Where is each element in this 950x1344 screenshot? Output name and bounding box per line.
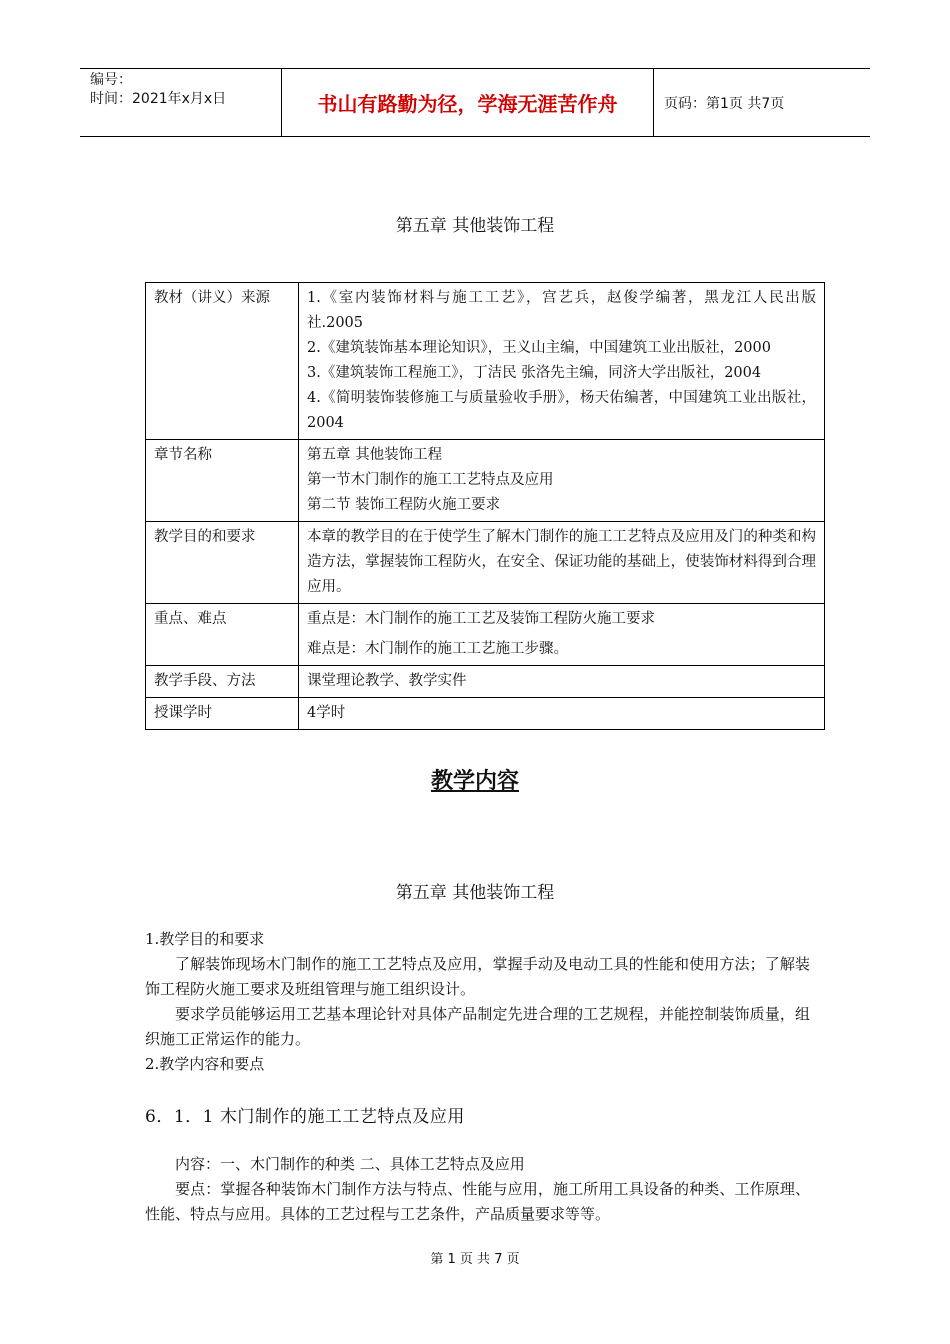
chapter-lines xyxy=(299,440,825,522)
difficult-point: 难点是：木门制作的施工工艺施工步骤。 xyxy=(307,641,568,657)
table-row xyxy=(146,666,825,698)
hours-label: 授课学时 xyxy=(146,698,299,730)
table-row xyxy=(146,522,825,604)
method-text: 课堂理论教学、教学实件 xyxy=(299,666,825,698)
content-line: 内容：一、木门制作的种类 二、具体工艺特点及应用 xyxy=(175,1155,525,1173)
key-label: 重点、难点 xyxy=(146,604,299,666)
paragraph: 了解装饰现场木门制作的施工工艺特点及应用，掌握手动及电动工具的性能和使用方法；了解装饰工程防火施工要求及班组管理与施工组织设计。 xyxy=(145,955,810,998)
chapter-line: 第一节木门制作的施工工艺特点及应用 xyxy=(307,472,554,488)
source-label: 教材（讲义）来源 xyxy=(146,283,299,440)
table-row xyxy=(146,604,825,666)
method-label: 教学手段、方法 xyxy=(146,666,299,698)
goal-label: 教学目的和要求 xyxy=(146,522,299,604)
key-point: 重点是：木门制作的施工工艺及装饰工程防火施工要求 xyxy=(307,611,655,627)
source-item: 4.《简明装饰装修施工与质量验收手册》，杨天佑编著，中国建筑工业出版社，2004 xyxy=(307,390,816,431)
header-meta xyxy=(80,69,281,136)
goal-text: 本章的教学目的在于使学生了解木门制作的施工工艺特点及应用及门的种类和构造方法，掌握装饰工程防火，在安全、保证功能的基础上，使装饰材料得到合理应用。 xyxy=(299,522,825,604)
paragraph: 要求学员能够运用工艺基本理论针对具体产品制定先进合理的工艺规程，并能控制装饰质量，组织施工正常运作的能力。 xyxy=(145,1005,810,1048)
number-label: 编号： xyxy=(90,72,132,88)
course-info-table xyxy=(145,282,825,730)
source-item: 3.《建筑装饰工程施工》，丁洁民 张洛先主编，同济大学出版社，2004 xyxy=(307,365,762,381)
source-item: 1.《室内装饰材料与施工工艺》，宫艺兵，赵俊学编著，黑龙江人民出版社.2005 xyxy=(307,290,816,331)
section-heading: 2.教学内容和要点 xyxy=(145,1055,265,1073)
chapter-title: 第五章 其他装饰工程 xyxy=(395,216,555,236)
page-header xyxy=(80,68,870,137)
time-label: 时间：2021年x月x日 xyxy=(90,91,227,107)
hours-text: 4学时 xyxy=(299,698,825,730)
points-line: 要点：掌握各种装饰木门制作方法与特点、性能与应用，施工所用工具设备的种类、工作原理、性能、特点与应用。具体的工艺过程与工艺条件，产品质量要求等等。 xyxy=(145,1180,810,1223)
chapter-title-2: 第五章 其他装饰工程 xyxy=(395,883,555,903)
chapter-label: 章节名称 xyxy=(146,440,299,522)
source-list xyxy=(299,283,825,440)
source-item: 2.《建筑装饰基本理论知识》，王义山主编，中国建筑工业出版社，2000 xyxy=(307,340,771,356)
section-heading: 1.教学目的和要求 xyxy=(145,930,265,948)
header-motto: 书山有路勤为径，学海无涯苦作舟 xyxy=(281,69,654,136)
section-goals xyxy=(145,927,810,1077)
subsection-body xyxy=(145,1152,810,1227)
chapter-line: 第五章 其他装饰工程 xyxy=(307,447,443,463)
chapter-line: 第二节 装饰工程防火施工要求 xyxy=(307,497,501,513)
table-row xyxy=(146,440,825,522)
subsection-heading: 6．1．1 木门制作的施工工艺特点及应用 xyxy=(145,1107,465,1127)
table-row xyxy=(146,283,825,440)
key-points xyxy=(299,604,825,666)
page-footer: 第 1 页 共 7 页 xyxy=(430,1252,520,1267)
teaching-content-heading: 教学内容 xyxy=(430,769,519,794)
table-row xyxy=(146,698,825,730)
header-page-info: 页码：第1页 共7页 xyxy=(664,95,785,112)
